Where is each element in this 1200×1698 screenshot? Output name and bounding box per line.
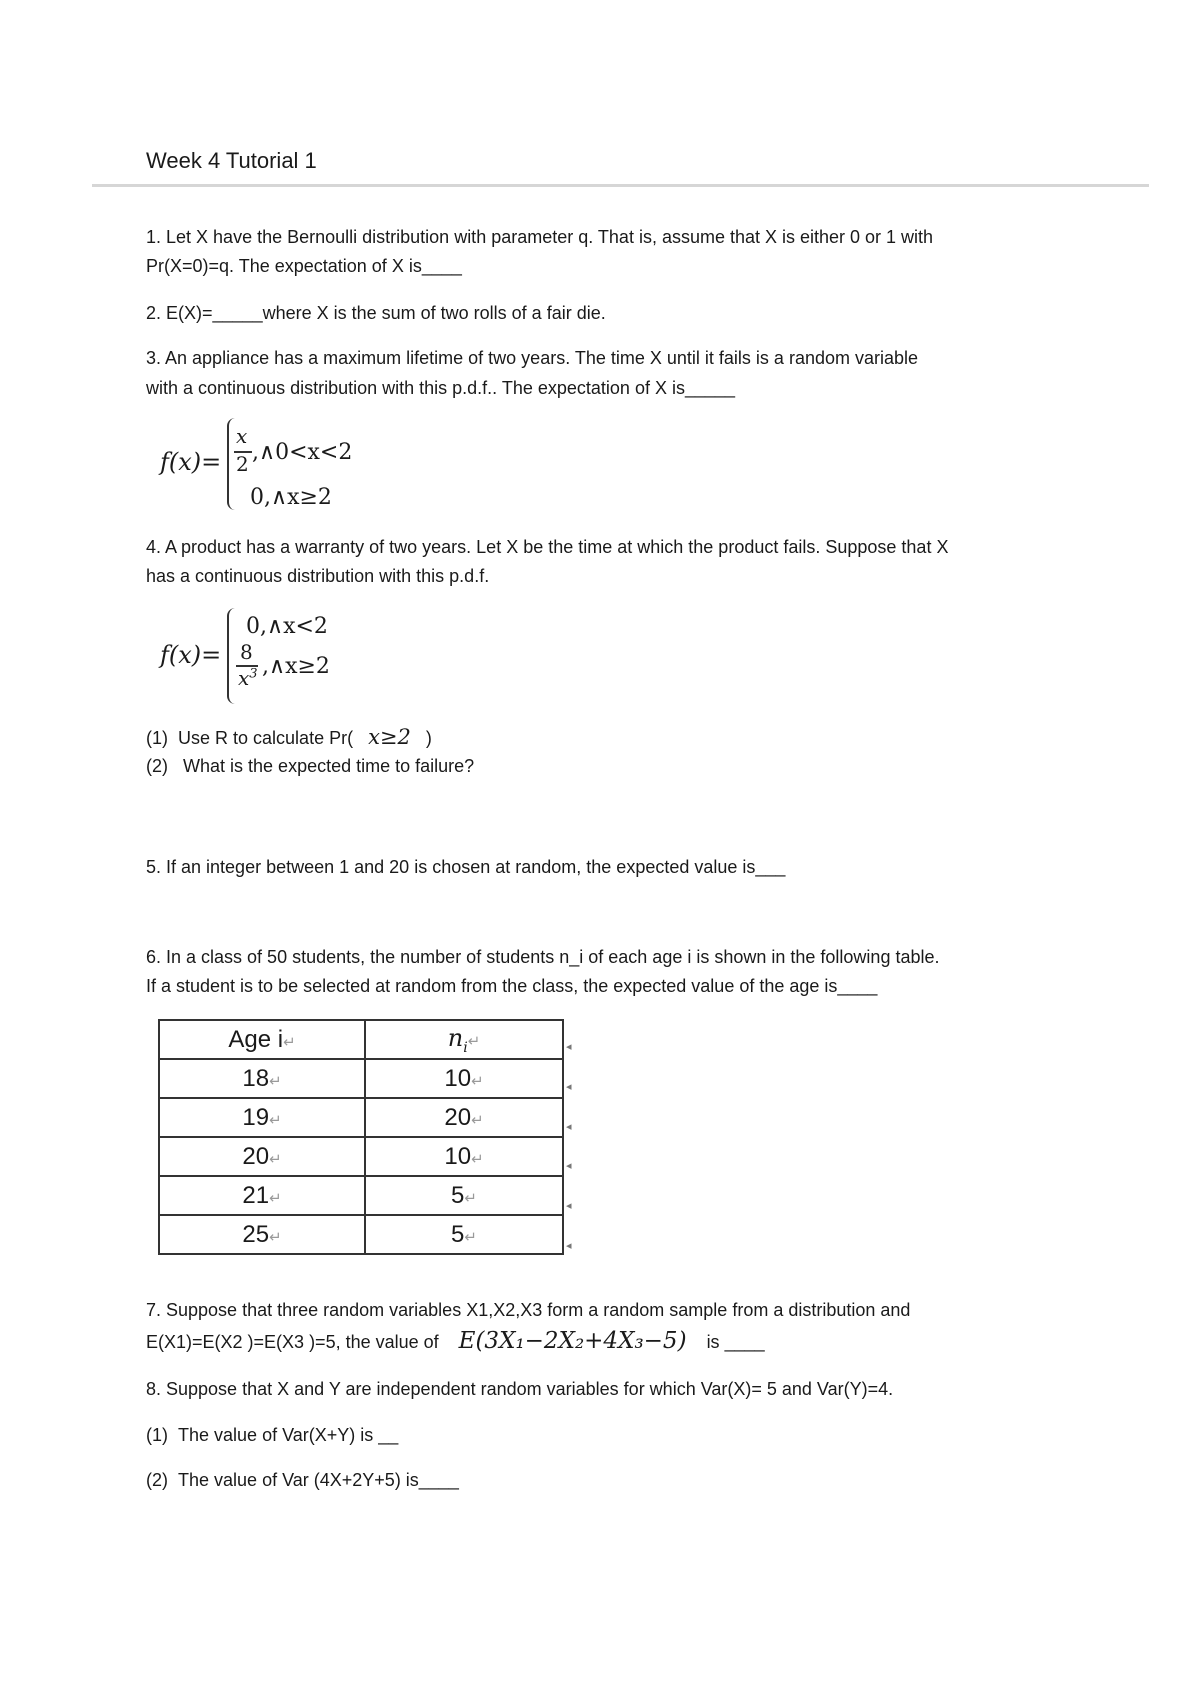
q4-sub2-number: (2) <box>146 756 168 776</box>
table-row <box>159 1098 563 1137</box>
q8-sub1 <box>146 1424 398 1446</box>
q4-sub1-number: (1) <box>146 728 168 748</box>
table-row <box>159 1137 563 1176</box>
q4-sub1-math: x≥2 <box>368 725 411 749</box>
q3-case1-denominator: 2 <box>236 452 249 476</box>
q8-sub2-text: The value of Var (4X+2Y+5) is____ <box>178 1470 459 1490</box>
row-end-marker: ◂ <box>566 1121 572 1133</box>
q7-line2-text: E(X1)=E(X2 )=E(X3 )=5, the value of <box>146 1332 439 1352</box>
q8-sub2-number: (2) <box>146 1470 168 1490</box>
age-cell: 25↵ <box>159 1215 365 1254</box>
q5-line1: 5. If an integer between 1 and 20 is chosen at random, the expected value is___ <box>146 857 786 877</box>
q4-case2-denominator-base: x <box>238 666 250 690</box>
count-cell: 10↵ <box>365 1059 563 1098</box>
header-n: $n_i↵$ <box>365 1020 563 1059</box>
q3-formula-lhs: f(x)= <box>160 448 222 476</box>
q4-line2: has a continuous distribution with this p.d.f. <box>146 566 490 586</box>
header-age: Age i↵ <box>159 1020 365 1059</box>
row-end-marker: ◂ <box>566 1041 572 1053</box>
q7-expectation-formula: E(3X₁−2X₂+4X₃−5) <box>458 1328 687 1354</box>
table-row <box>159 1215 563 1254</box>
table-row <box>159 1059 563 1098</box>
q8-line1: 8. Suppose that X and Y are independent random variables for which Var(X)= 5 and Var(Y)=4. <box>146 1379 894 1399</box>
q2-line1: 2. E(X)=_____where X is the sum of two rolls of a fair die. <box>146 303 606 323</box>
q7-line2-blank: is ____ <box>706 1332 765 1352</box>
q4-case1: 0,∧x<2 <box>246 614 328 639</box>
q7-line1: 7. Suppose that three random variables X1,X2,X3 form a random sample from a distribution and <box>146 1300 911 1320</box>
q4-case2-denominator-exponent: 3 <box>249 666 258 682</box>
count-cell: 20↵ <box>365 1098 563 1137</box>
q1-line2: Pr(X=0)=q. The expectation of X is____ <box>146 256 462 276</box>
count-cell: 5↵ <box>365 1176 563 1215</box>
q3-case1-numerator: x <box>236 424 248 448</box>
q4-case2-denominator <box>238 666 258 690</box>
q1-line1: 1. Let X have the Bernoulli distribution with parameter q. That is, assume that X is either 0 or 1 with <box>146 227 934 247</box>
q8-sub1-number: (1) <box>146 1425 168 1445</box>
table-row <box>159 1176 563 1215</box>
q6-line2: If a student is to be selected at random from the class, the expected value of the age is____ <box>146 976 878 996</box>
q8-sub2 <box>146 1469 459 1491</box>
row-end-marker: ◂ <box>566 1081 572 1093</box>
page-title: Week 4 Tutorial 1 <box>146 148 317 173</box>
row-end-marker: ◂ <box>566 1160 572 1172</box>
age-cell: 20↵ <box>159 1137 365 1176</box>
age-cell: 18↵ <box>159 1059 365 1098</box>
q8-sub1-text: The value of Var(X+Y) is __ <box>178 1425 399 1445</box>
title-divider <box>92 184 1149 187</box>
q4-sub2-text: What is the expected time to failure? <box>183 756 475 776</box>
age-cell: 19↵ <box>159 1098 365 1137</box>
q3-case2: 0,∧x≥2 <box>250 485 332 510</box>
q4-case2-numerator: 8 <box>240 640 253 664</box>
count-cell: 10↵ <box>365 1137 563 1176</box>
row-end-marker: ◂ <box>566 1200 572 1212</box>
q7-line2 <box>146 1330 765 1353</box>
row-end-marker: ◂ <box>566 1240 572 1252</box>
table-header-row <box>159 1020 563 1059</box>
q3-case1-condition: ,∧0<x<2 <box>252 440 353 465</box>
q4-line1: 4. A product has a warranty of two years. Let X be the time at which the product fails. Suppose that X <box>146 537 949 557</box>
age-cell: 21↵ <box>159 1176 365 1215</box>
q6-line1: 6. In a class of 50 students, the number of students n_i of each age i is shown in the following table. <box>146 947 940 967</box>
q4-sub1-close: ) <box>425 728 432 748</box>
count-cell: 5↵ <box>365 1215 563 1254</box>
q4-sub2 <box>146 755 474 777</box>
q3-line1: 3. An appliance has a maximum lifetime of two years. The time X until it fails is a random variable <box>146 348 919 368</box>
q4-sub1 <box>146 726 432 749</box>
q4-sub1-text: Use R to calculate Pr( <box>178 728 354 748</box>
q4-case2-condition: ,∧x≥2 <box>262 654 330 679</box>
q3-line2: with a continuous distribution with this p.d.f.. The expectation of X is_____ <box>146 378 736 398</box>
q4-formula-lhs: f(x)= <box>160 641 222 669</box>
age-table <box>158 1019 564 1255</box>
